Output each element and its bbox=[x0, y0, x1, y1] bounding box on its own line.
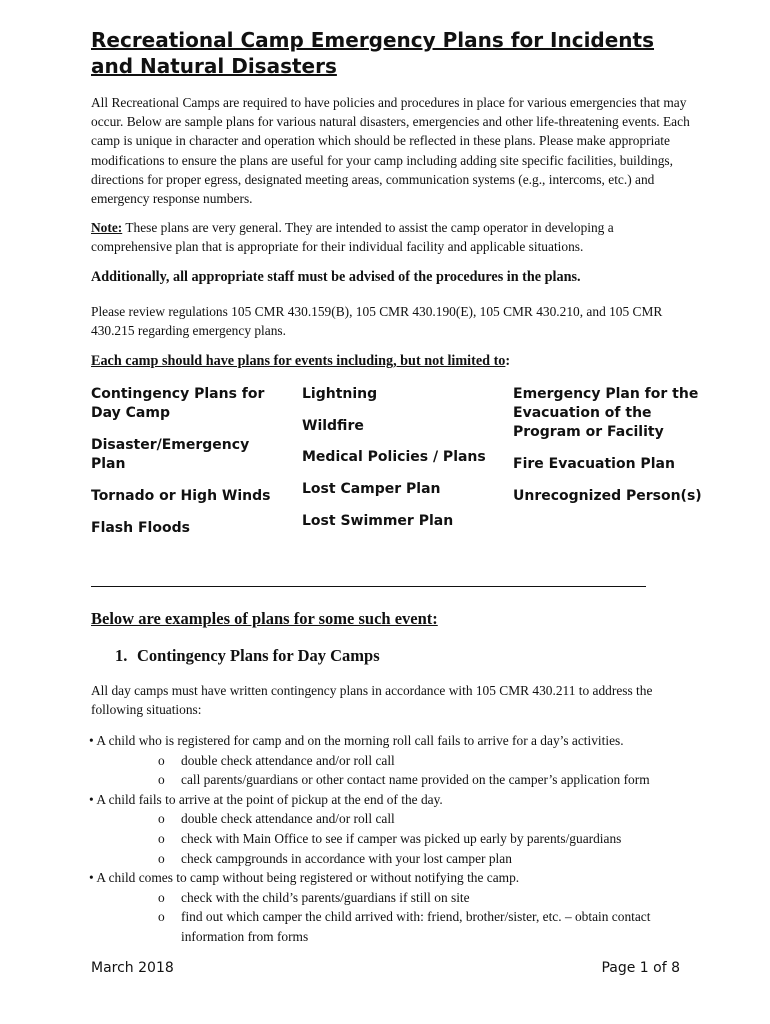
event-item: Fire Evacuation Plan bbox=[513, 456, 675, 473]
step-text: double check attendance and/or roll call bbox=[181, 752, 395, 768]
events-heading-colon: : bbox=[505, 353, 511, 369]
situation-text: A child who is registered for camp and on the morning roll call fails to arrive for a day’s activities. bbox=[96, 733, 624, 748]
event-item: Unrecognized Person(s) bbox=[513, 487, 702, 504]
note-label: Note: bbox=[91, 220, 123, 235]
sub-list-item bbox=[89, 770, 699, 790]
events-column-2 bbox=[302, 385, 497, 544]
sub-bullet-marker: o bbox=[158, 752, 165, 768]
event-item: Lost Swimmer Plan bbox=[302, 512, 454, 529]
sub-list-item bbox=[89, 907, 699, 946]
event-item: Emergency Plan for the Evacuation of the Program or Facility bbox=[513, 386, 699, 441]
step-text: double check attendance and/or roll call bbox=[181, 811, 395, 827]
sub-bullet-marker: o bbox=[158, 772, 165, 788]
step-text: call parents/guardians or other contact name provided on the camper’s application form bbox=[181, 772, 650, 788]
situations-list bbox=[89, 731, 699, 947]
sub-bullet-marker: o bbox=[158, 889, 165, 905]
event-item: Tornado or High Winds bbox=[91, 487, 271, 504]
events-column-1 bbox=[91, 385, 281, 550]
sub-bullet-marker: o bbox=[158, 850, 165, 866]
list-item bbox=[89, 868, 699, 888]
sub-bullet-marker: o bbox=[158, 811, 165, 827]
sub-list-item bbox=[89, 829, 699, 849]
intro-paragraph: All Recreational Camps are required to have policies and procedures in place for various emergencies that may occur. Below are sample plans for various natural disasters, emergencies and other life-threatening events. Each camp is unique in character and operation which should be reflected in these plans. Please make appropriate modifications to ensure the plans are useful for your camp including adding site specific facilities, buildings, directions for proper egress, designated meeting areas, communication systems (e.g., intercoms, etc.) and emergency response numbers. bbox=[91, 95, 690, 207]
footer-date: March 2018 bbox=[91, 960, 174, 976]
event-item: Medical Policies / Plans bbox=[302, 449, 486, 466]
note-text: These plans are very general. They are intended to assist the camp operator in developing a comprehensive plan that is appropriate for their individual facility and applicable situations. bbox=[91, 220, 614, 255]
section-1-intro: All day camps must have written contingency plans in accordance with 105 CMR 430.211 to address the following situations: bbox=[91, 683, 653, 718]
bullet-marker: • bbox=[89, 733, 94, 748]
examples-heading: Below are examples of plans for some such event: bbox=[91, 609, 438, 628]
staff-notice: Additionally, all appropriate staff must be advised of the procedures in the plans. bbox=[91, 269, 581, 285]
step-text: check with the child’s parents/guardians if still on site bbox=[181, 889, 470, 905]
list-item bbox=[89, 790, 699, 810]
sub-list-item bbox=[89, 809, 699, 829]
regulations-paragraph: Please review regulations 105 CMR 430.159(B), 105 CMR 430.190(E), 105 CMR 430.210, and 105 CMR 430.215 regarding emergency plans. bbox=[91, 304, 663, 339]
document-title: Recreational Camp Emergency Plans for Incidents and Natural Disasters bbox=[91, 28, 655, 78]
horizontal-rule bbox=[91, 586, 646, 587]
footer-page-number: Page 1 of 8 bbox=[601, 960, 680, 976]
event-item: Contingency Plans for Day Camp bbox=[91, 386, 265, 422]
section-1-heading bbox=[115, 646, 380, 666]
event-item: Disaster/Emergency Plan bbox=[91, 436, 250, 473]
sub-bullet-marker: o bbox=[158, 830, 165, 846]
events-column-3 bbox=[513, 385, 703, 519]
note-paragraph bbox=[91, 218, 691, 256]
step-text: check campgrounds in accordance with your lost camper plan bbox=[181, 850, 512, 866]
step-text: check with Main Office to see if camper was picked up early by parents/guardians bbox=[181, 830, 622, 846]
situation-text: A child comes to camp without being registered or without notifying the camp. bbox=[96, 870, 520, 886]
bullet-marker: • bbox=[89, 791, 94, 807]
sub-list-item bbox=[89, 888, 699, 908]
list-item bbox=[89, 731, 699, 751]
sub-list-item bbox=[89, 751, 699, 771]
events-heading-text: Each camp should have plans for events including, but not limited to bbox=[91, 353, 506, 369]
section-title: Contingency Plans for Day Camps bbox=[137, 646, 380, 665]
events-heading bbox=[91, 353, 691, 370]
event-item: Flash Floods bbox=[91, 519, 190, 536]
event-item: Lightning bbox=[302, 386, 378, 402]
situation-text: A child fails to arrive at the point of pickup at the end of the day. bbox=[96, 791, 443, 807]
event-item: Lost Camper Plan bbox=[302, 481, 441, 498]
step-text: find out which camper the child arrived with: friend, brother/sister, etc. – obtain contact information from forms bbox=[181, 909, 651, 944]
sub-list-item bbox=[89, 849, 699, 869]
sub-bullet-marker: o bbox=[158, 909, 165, 925]
event-item: Wildfire bbox=[302, 417, 364, 434]
bullet-marker: • bbox=[89, 870, 94, 886]
section-number: 1. bbox=[115, 646, 128, 665]
